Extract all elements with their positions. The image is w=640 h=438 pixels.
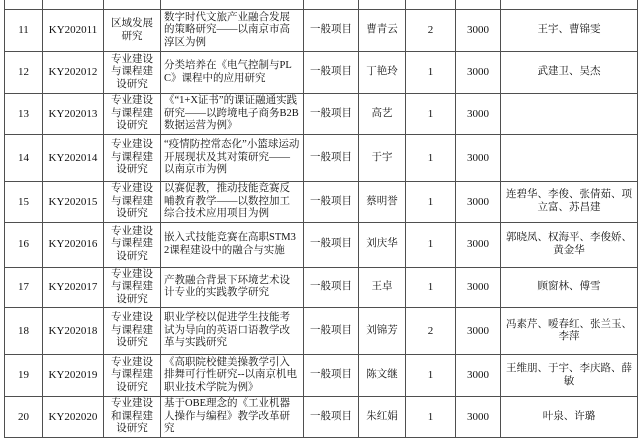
projects-table-container [4,0,638,438]
cell-project-code: KY202012 [43,52,104,94]
cell-project-code: KY202011 [43,10,104,52]
table-row [5,355,638,397]
cell-count: 2 [406,308,456,355]
clipped-cell [456,0,501,10]
cell-project-type: 一般项目 [304,308,359,355]
cell-category: 专业建设与课程建设研究 [104,135,161,182]
cell-members: 冯素芹、嗳春红、张兰玉、李萍 [501,308,638,355]
cell-count: 1 [406,182,456,223]
cell-members: 顾窗林、傅雪 [501,267,638,308]
cell-leader: 丁艳玲 [359,52,406,94]
cell-project-code: KY202017 [43,267,104,308]
cell-members [501,135,638,182]
projects-table [4,0,638,438]
cell-category: 专业建设和课程建设研究 [104,397,161,438]
cell-project-title: 数字时代文旅产业融合发展的策略研究——以南京市高淳区为例 [161,10,304,52]
cell-category: 区域发展研究 [104,10,161,52]
cell-project-title: 以赛促教，推动技能竞赛反哺教育教学——以数控加工综合技术应用项目为例 [161,182,304,223]
cell-seq: 16 [5,222,43,267]
table-row [5,94,638,135]
table-row [5,135,638,182]
cell-project-title: 《“1+X证书”的课证融通实践研究——以跨境电子商务B2B数据运营为例》 [161,94,304,135]
cell-seq: 19 [5,355,43,397]
cell-seq: 15 [5,182,43,223]
cell-members: 连碧华、李俊、张倩茹、项立富、苏昌建 [501,182,638,223]
cell-count: 2 [406,10,456,52]
clipped-cell [304,0,359,10]
cell-count: 1 [406,135,456,182]
clipped-cell [43,0,104,10]
cell-project-type: 一般项目 [304,10,359,52]
cell-project-code: KY202019 [43,355,104,397]
cell-project-type: 一般项目 [304,182,359,223]
cell-fund: 3000 [456,267,501,308]
cell-category: 专业建设与课程建设研究 [104,355,161,397]
cell-fund: 3000 [456,135,501,182]
cell-fund: 3000 [456,222,501,267]
cell-project-type: 一般项目 [304,355,359,397]
cell-members: 王宇、曹锦雯 [501,10,638,52]
clipped-cell [104,0,161,10]
cell-leader: 王卓 [359,267,406,308]
cell-category: 专业建设与课程建设研究 [104,52,161,94]
cell-count: 1 [406,94,456,135]
cell-seq: 13 [5,94,43,135]
cell-fund: 3000 [456,308,501,355]
cell-project-title: 产教融合背景下环境艺术设计专业的实践教学研究 [161,267,304,308]
cell-leader: 陈文继 [359,355,406,397]
cell-project-type: 一般项目 [304,267,359,308]
cell-project-title: 嵌入式技能竞赛在高职STM32课程建设中的融合与实施 [161,222,304,267]
cell-members [501,94,638,135]
clipped-cell [161,0,304,10]
cell-project-code: KY202014 [43,135,104,182]
cell-fund: 3000 [456,397,501,438]
cell-project-type: 一般项目 [304,135,359,182]
cell-fund: 3000 [456,182,501,223]
cell-project-code: KY202013 [43,94,104,135]
cell-members: 叶泉、许璐 [501,397,638,438]
clipped-previous-row [5,0,638,10]
clipped-cell [5,0,43,10]
cell-seq: 14 [5,135,43,182]
cell-members: 王维朋、于宇、李庆路、薛敏 [501,355,638,397]
cell-members: 武建卫、吴杰 [501,52,638,94]
cell-seq: 18 [5,308,43,355]
clipped-cell [359,0,406,10]
cell-category: 专业建设与课程建设研究 [104,222,161,267]
cell-category: 专业建设与课程建设研究 [104,267,161,308]
table-row [5,267,638,308]
cell-members: 郭晓凤、权海平、李俊娇、黄金华 [501,222,638,267]
cell-seq: 12 [5,52,43,94]
cell-leader: 刘锦芳 [359,308,406,355]
cell-leader: 曹青云 [359,10,406,52]
cell-project-code: KY202020 [43,397,104,438]
cell-leader: 高艺 [359,94,406,135]
table-row [5,397,638,438]
cell-leader: 刘庆华 [359,222,406,267]
table-row [5,222,638,267]
clipped-cell [501,0,638,10]
cell-category: 专业建设与课程建设研究 [104,94,161,135]
table-row [5,10,638,52]
cell-fund: 3000 [456,94,501,135]
cell-category: 专业建设与课程建设研究 [104,308,161,355]
table-row [5,52,638,94]
cell-project-code: KY202015 [43,182,104,223]
table-body [5,0,638,437]
cell-count: 1 [406,355,456,397]
cell-seq: 17 [5,267,43,308]
cell-project-title: “疫情防控常态化”小篮球运动开展现状及其对策研究——以南京市为例 [161,135,304,182]
cell-project-title: 基于OBE理念的《工业机器人操作与编程》教学改革研究 [161,397,304,438]
cell-fund: 3000 [456,10,501,52]
cell-project-type: 一般项目 [304,222,359,267]
cell-project-code: KY202018 [43,308,104,355]
table-row [5,308,638,355]
cell-project-code: KY202016 [43,222,104,267]
table-row [5,182,638,223]
cell-project-title: 职业学校以促进学生技能考试为导向的英语口语教学改革与实践研究 [161,308,304,355]
cell-fund: 3000 [456,355,501,397]
cell-seq: 11 [5,10,43,52]
cell-count: 1 [406,267,456,308]
clipped-cell [406,0,456,10]
cell-count: 1 [406,222,456,267]
cell-leader: 朱红娟 [359,397,406,438]
cell-count: 1 [406,52,456,94]
cell-fund: 3000 [456,52,501,94]
cell-leader: 蔡明誉 [359,182,406,223]
cell-count: 1 [406,397,456,438]
cell-category: 专业建设与课程建设研究 [104,182,161,223]
cell-project-type: 一般项目 [304,397,359,438]
cell-project-title: 分类培养在《电气控制与PLC》课程中的应用研究 [161,52,304,94]
cell-leader: 于宇 [359,135,406,182]
cell-project-title: 《高职院校健美操教学引入排舞可行性研究--以南京机电职业技术学院为例》 [161,355,304,397]
cell-project-type: 一般项目 [304,52,359,94]
cell-seq: 20 [5,397,43,438]
cell-project-type: 一般项目 [304,94,359,135]
